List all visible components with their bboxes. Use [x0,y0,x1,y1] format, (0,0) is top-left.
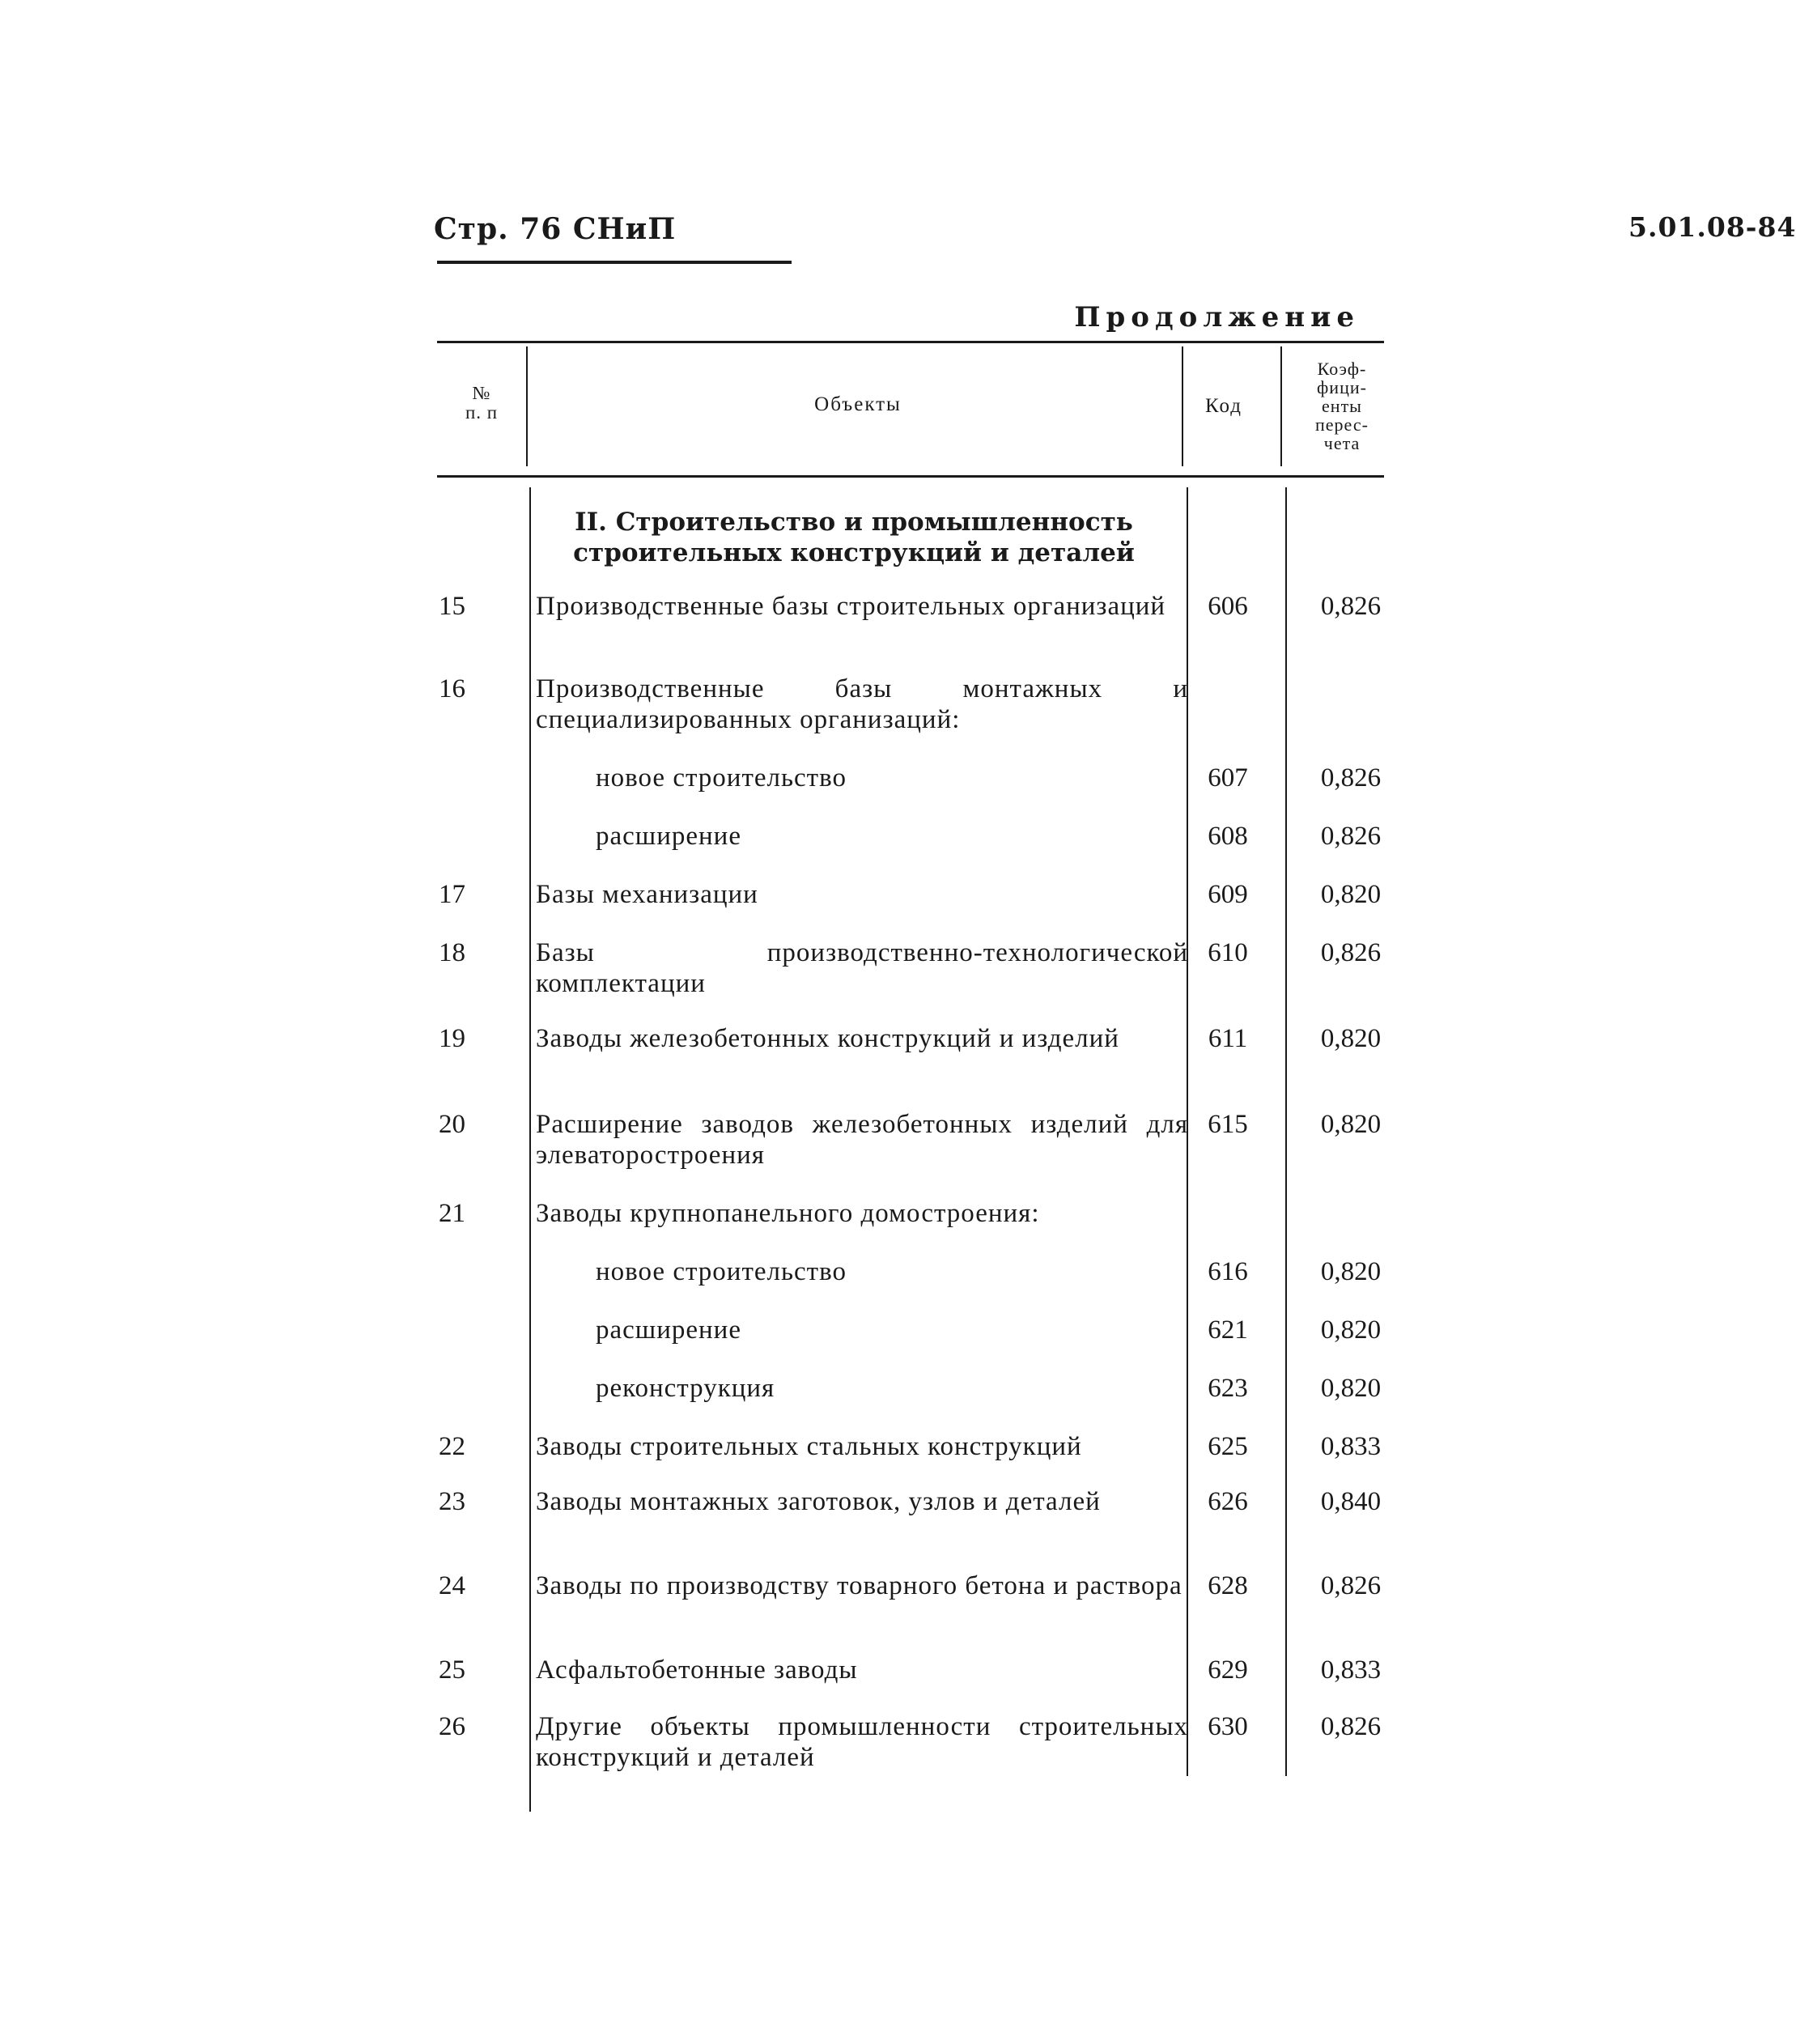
row-code: 609 [1208,880,1248,909]
row-code: 621 [1208,1315,1248,1345]
row-coefficient: 0,820 [1320,1110,1382,1139]
column-header-code: Код [1205,395,1242,417]
column-header-coef-line1: Коэф- [1317,359,1367,379]
column-header-coef-line3: енты [1322,396,1362,416]
document-code: 5.01.08-84 [1628,211,1796,243]
row-object: Заводы по производству товарного бетона и раствора [536,1571,1182,1600]
row-coefficient: 0,820 [1320,1315,1382,1345]
row-number: 16 [439,674,465,703]
row-code: 630 [1208,1712,1248,1741]
row-code: 607 [1208,763,1248,793]
row-object: Производственные базы монтажных и специализированных организаций: [536,674,1188,734]
column-divider-coef-header [1280,346,1282,466]
continuation-label: Продолжение [1074,301,1360,334]
row-object: Заводы железобетонных конструкций и изделий [536,1024,1119,1053]
row-coefficient: 0,826 [1320,1712,1382,1741]
row-object: расширение [596,1315,741,1345]
row-number: 22 [439,1432,465,1461]
row-coefficient: 0,833 [1320,1432,1382,1461]
column-divider-code-header [1182,346,1183,466]
row-number: 24 [439,1571,465,1600]
column-header-coefficient [1285,359,1399,453]
row-code: 626 [1208,1487,1248,1516]
row-object: новое строительство [596,763,847,793]
row-object: Расширение заводов железобетонных изделий для элеваторостроения [536,1110,1188,1170]
row-object: Заводы монтажных заготовок, узлов и деталей [536,1487,1101,1516]
row-object: Асфальтобетонные заводы [536,1655,858,1685]
column-header-number-line1: № [472,383,491,403]
column-divider-objects-header [526,346,528,466]
row-number: 26 [439,1712,465,1741]
row-object: Базы производственно-технологической комплектации [536,938,1188,998]
page-header [434,211,1796,246]
row-coefficient: 0,826 [1320,592,1382,621]
row-number: 20 [439,1110,465,1139]
row-number: 18 [439,938,465,967]
table-top-rule [437,341,1384,343]
row-number: 25 [439,1655,465,1685]
row-number: 21 [439,1199,465,1228]
page-title: Стр. 76 СНиП [434,212,677,246]
row-object: расширение [596,822,741,851]
row-object: Заводы крупнопанельного домостроения: [536,1199,1040,1228]
row-code: 623 [1208,1374,1248,1403]
row-code: 615 [1208,1110,1248,1139]
column-header-coef-line5: чета [1323,433,1361,453]
column-header-coef-line4: перес- [1315,414,1369,435]
row-number: 17 [439,880,465,909]
row-code: 611 [1208,1024,1248,1053]
row-object: Производственные базы строительных организаций [536,592,1166,621]
row-number: 23 [439,1487,465,1516]
row-object: Базы механизации [536,880,758,909]
row-code: 629 [1208,1655,1248,1685]
row-coefficient: 0,826 [1320,1571,1382,1600]
row-coefficient: 0,820 [1320,1024,1382,1053]
column-divider-objects [529,487,531,1812]
section-title [534,507,1174,568]
column-header-number-line2: п. п [465,402,499,423]
row-object: новое строительство [596,1257,847,1286]
row-code: 628 [1208,1571,1248,1600]
row-coefficient: 0,833 [1320,1655,1382,1685]
row-coefficient: 0,826 [1320,938,1382,967]
header-underline [437,261,792,264]
row-code: 616 [1208,1257,1248,1286]
row-coefficient: 0,826 [1320,763,1382,793]
row-object: реконструкция [596,1374,775,1403]
section-title-line1: II. Строительство и промышленность [575,508,1133,537]
row-number: 19 [439,1024,465,1053]
column-header-coef-line2: фици- [1317,377,1367,397]
row-coefficient: 0,820 [1320,1257,1382,1286]
section-title-line2: строительных конструкций и деталей [573,538,1135,567]
row-coefficient: 0,820 [1320,880,1382,909]
row-object: Другие объекты промышленности строительных конструкций и деталей [536,1712,1188,1772]
row-code: 610 [1208,938,1248,967]
row-number: 15 [439,592,465,621]
row-code: 606 [1208,592,1248,621]
column-header-objects: Объекты [814,393,902,415]
row-code: 625 [1208,1432,1248,1461]
row-coefficient: 0,820 [1320,1374,1382,1403]
row-coefficient: 0,826 [1320,822,1382,851]
row-code: 608 [1208,822,1248,851]
table-header-rule [437,475,1384,478]
column-header-number [437,384,526,423]
column-divider-coef [1285,487,1287,1776]
row-object: Заводы строительных стальных конструкций [536,1432,1082,1461]
row-coefficient: 0,840 [1320,1487,1382,1516]
